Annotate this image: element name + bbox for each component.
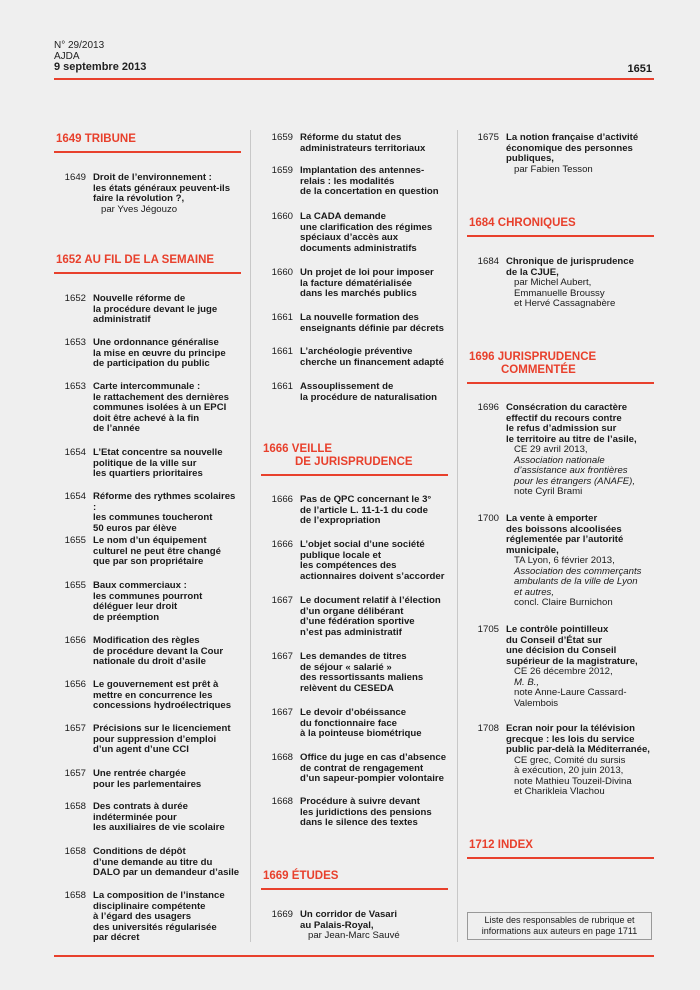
entry-note-line: et Hervé Cassagnabère	[514, 298, 616, 309]
entry-note-line: par Fabien Tesson	[514, 163, 593, 175]
section-title: 1652 AU FIL DE LA SEMAINE	[56, 254, 215, 266]
entry-title-line: de participation du public	[93, 358, 210, 369]
entry-page-number: 1708	[477, 723, 499, 734]
entry-page-number: 1654	[64, 491, 86, 502]
entry-text	[93, 448, 241, 480]
entry-title-line: nationale du droit d’asile	[93, 656, 207, 667]
entry-text	[506, 625, 654, 709]
section-title: 1669 ÉTUDES	[263, 870, 339, 882]
entry-text	[300, 347, 448, 368]
section-title: 1666 VEILLE	[263, 443, 333, 455]
entry-title-line: concessions hydroélectriques	[93, 700, 232, 711]
section-title: 1696 JURISPRUDENCE	[469, 351, 597, 363]
entry-title-line: Réforme du statut des	[300, 132, 402, 143]
info-box	[467, 912, 652, 940]
column-3	[467, 0, 654, 990]
section-au-fil-de-la-semaine	[54, 254, 241, 274]
entry-title-line: politique de la ville sur	[93, 457, 197, 469]
entry-page-number: 1668	[271, 796, 293, 807]
section-tribune	[54, 133, 241, 153]
entry-title-line: Le contrôle pointilleux	[506, 624, 609, 635]
column-2	[261, 0, 448, 990]
entry-page-number: 1661	[271, 346, 293, 357]
entry-text	[300, 268, 448, 300]
entry-title-line: disciplinaire compétente	[93, 900, 206, 912]
entry-title-line: Le devoir d’obéissance	[300, 707, 407, 718]
entry-note-italic-line: et autres,	[514, 586, 554, 598]
entry-note-italic-line: d’assistance aux frontières	[514, 465, 628, 476]
entry-title-line: Nouvelle réforme de	[93, 293, 186, 304]
entry-title-line: les états généraux peuvent-ils	[93, 182, 231, 194]
section-rule	[54, 151, 241, 153]
entry-page-number: 1658	[64, 846, 86, 857]
entry-page-number: 1658	[64, 890, 86, 901]
entry-title-line: Un projet de loi pour imposer	[300, 267, 434, 278]
entry-text	[506, 724, 654, 798]
entry-text	[93, 492, 241, 534]
section-rule	[54, 272, 241, 274]
entry-title-line: L’archéologie préventive	[300, 346, 413, 357]
entry-page-number: 1661	[271, 381, 293, 392]
entry-title-line: publiques,	[506, 153, 554, 164]
entry-title-line: Ecran noir pour la télévision	[506, 723, 636, 734]
entry-note-italic-line: pour les étrangers (ANAFE),	[514, 475, 636, 487]
entry-title-line: relais : les modalités	[300, 175, 395, 187]
entry-title-line: Le document relatif à l’élection	[300, 595, 441, 606]
entry-page-number: 1649	[64, 172, 86, 183]
entry-title-line: cherche un financement adapté	[300, 356, 444, 368]
entry-title-line: d’une fédération sportive	[300, 616, 415, 627]
entry-title-line: actionnaires doivent s’accorder	[300, 570, 445, 582]
entry-title-line: de contrat de rengagement	[300, 762, 424, 774]
section-title: 1684 CHRONIQUES	[469, 217, 576, 229]
entry-title-line: Modification des règles	[93, 635, 200, 646]
entry-title-line: le refus d’admission sur	[506, 423, 617, 434]
page-number: 1651	[627, 63, 652, 75]
entry-title-line: La composition de l’instance	[93, 890, 225, 901]
section-rule	[261, 474, 448, 476]
entry-page-number: 1656	[64, 635, 86, 646]
entry-title-line: municipale,	[506, 544, 559, 556]
entry-text	[93, 802, 241, 834]
entry-title-line: administratif	[93, 314, 151, 325]
entry-text	[506, 514, 654, 609]
entry-title-line: d’une demande au titre du	[93, 856, 213, 868]
entry-title-line: de l’année	[93, 423, 140, 434]
section-veille-de-jurisprudence	[261, 443, 448, 476]
entry-title-line: Un corridor de Vasari	[300, 909, 398, 920]
entry-text	[93, 724, 241, 756]
entry-note-line: Emmanuelle Broussy	[514, 287, 605, 299]
entry-title-line: relèvent du CESEDA	[300, 682, 394, 694]
entry-title-line: n’est pas administratif	[300, 626, 402, 638]
entry-note-line: TA Lyon, 6 février 2013,	[514, 555, 615, 566]
entry-text	[506, 257, 654, 310]
entry-title-line: Le gouvernement est prêt à	[93, 679, 219, 690]
entry-title-line: au Palais-Royal,	[300, 919, 374, 931]
entry-text	[93, 382, 241, 435]
entry-page-number: 1654	[64, 447, 86, 458]
entry-text	[93, 536, 241, 568]
entry-title-line: de préemption	[93, 611, 160, 623]
entry-title-line: La vente à emporter	[506, 513, 598, 524]
entry-title-line: effectif du recours contre	[506, 412, 622, 424]
entry-title-line: enseignants définie par décrets	[300, 322, 444, 334]
entry-title-line: Implantation des antennes-	[300, 165, 425, 176]
section-title-continued: DE JURISPRUDENCE	[295, 456, 413, 468]
entry-text	[93, 338, 241, 370]
entry-title-line: Une rentrée chargée	[93, 768, 186, 779]
entry-title-line: des ressortissants maliens	[300, 672, 424, 683]
entry-page-number: 1669	[271, 909, 293, 920]
column-1	[54, 0, 241, 990]
entry-title-line: supérieur de la magistrature,	[506, 655, 638, 667]
entry-page-number: 1658	[64, 801, 86, 812]
entry-note-line: par Jean-Marc Sauvé	[308, 930, 400, 941]
entry-text	[300, 212, 448, 254]
entry-title-line: public par-delà la Méditerranée,	[506, 744, 650, 755]
entry-title-line: Pas de QPC concernant le 3°	[300, 494, 432, 505]
entry-title-line: une clarification des régimes	[300, 221, 433, 233]
entry-page-number: 1657	[64, 723, 86, 734]
entry-title-line: des universités régularisée	[93, 921, 217, 933]
entry-note-italic-line: ambulants de la ville de Lyon	[514, 576, 638, 587]
entry-text	[300, 596, 448, 638]
entry-title-line: de la concertation en question	[300, 186, 439, 197]
entry-page-number: 1700	[477, 513, 499, 524]
entry-title-line: grecque : les lois du service	[506, 733, 635, 745]
entry-title-line: d’un agent d’une CCI	[93, 744, 189, 755]
column-divider-2	[457, 130, 458, 942]
section-chroniques	[467, 217, 654, 237]
entry-page-number: 1655	[64, 580, 86, 591]
entry-text	[93, 581, 241, 623]
entry-note-line: CE 26 décembre 2012,	[514, 666, 613, 677]
issue-number: N° 29/2013	[54, 40, 105, 51]
info-box-line: Liste des responsables de rubrique et	[484, 915, 635, 925]
entry-text	[300, 166, 448, 198]
entry-title-line: spéciaux d’accès aux	[300, 232, 399, 243]
entry-page-number: 1653	[64, 337, 86, 348]
entry-title-line: L’Etat concentre sa nouvelle	[93, 447, 223, 458]
entry-title-line: réglementée par l’autorité	[506, 534, 624, 545]
entry-text	[300, 708, 448, 740]
entry-title-line: d’un organe délibérant	[300, 605, 404, 617]
entry-page-number: 1657	[64, 768, 86, 779]
entry-title-line: Procédure à suivre devant	[300, 796, 420, 807]
entry-text	[93, 680, 241, 712]
section-title: 1649 TRIBUNE	[56, 133, 136, 145]
entry-title-line: indéterminée pour	[93, 811, 177, 823]
entry-title-line: de l’expropriation	[300, 515, 381, 526]
entry-page-number: 1666	[271, 539, 293, 550]
entry-page-number: 1684	[477, 256, 499, 267]
entry-note-line: Valembois	[514, 697, 559, 709]
entry-title-line: pour suppression d’emploi	[93, 733, 217, 745]
entry-note-line: par Michel Aubert,	[514, 277, 592, 288]
entry-title-line: Consécration du caractère	[506, 402, 628, 413]
entry-title-line: Chronique de jurisprudence	[506, 256, 634, 267]
entry-note-line: note Anne-Laure Cassard-	[514, 687, 627, 698]
entry-text	[300, 495, 448, 527]
entry-note-line: concl. Claire Burnichon	[514, 597, 613, 608]
entry-text	[300, 540, 448, 582]
column-divider-1	[250, 130, 251, 942]
entry-title-line: doit être achevé à la fin	[93, 412, 200, 424]
entry-text	[300, 382, 448, 403]
entry-title-line: les compétences des	[300, 560, 397, 571]
section-index	[467, 839, 654, 859]
entry-page-number: 1652	[64, 293, 86, 304]
entry-title-line: publique locale et	[300, 549, 382, 561]
entry-page-number: 1667	[271, 707, 293, 718]
entry-title-line: La notion française d’activité	[506, 132, 639, 143]
entry-title-line: une décision du Conseil	[506, 645, 617, 656]
entry-note-line: par Yves Jégouzo	[101, 203, 178, 215]
entry-title-line: Des contrats à durée	[93, 801, 188, 812]
entry-note-line: note Cyril Brami	[514, 486, 583, 497]
entry-title-line: du Conseil d’État sur	[506, 634, 602, 646]
entry-title-line: Précisions sur le licenciement	[93, 723, 231, 734]
entry-page-number: 1660	[271, 267, 293, 278]
entry-note-line: note Mathieu Touzeil-Divina	[514, 775, 632, 787]
entry-title-line: pour les parlementaires	[93, 778, 202, 790]
entry-title-line: Les demandes de titres	[300, 651, 407, 662]
entry-title-line: la procédure de naturalisation	[300, 391, 438, 403]
entry-title-line: dans les marchés publics	[300, 288, 417, 299]
section-title: 1712 INDEX	[469, 839, 533, 851]
entry-title-line: des boissons alcoolisées	[506, 523, 622, 535]
section-jurisprudence-commentee	[467, 351, 654, 384]
entry-note-italic-line: M. B.,	[514, 676, 540, 688]
entry-title-line: faire la révolution ?,	[93, 193, 185, 204]
entry-title-line: Carte intercommunale :	[93, 381, 201, 392]
entry-text	[300, 753, 448, 785]
entry-text	[506, 133, 654, 175]
entry-note-line: CE 29 avril 2013,	[514, 444, 588, 455]
entry-title-line: déléguer leur droit	[93, 601, 178, 612]
entry-page-number: 1668	[271, 752, 293, 763]
issue-date: 9 septembre 2013	[54, 61, 147, 73]
section-rule	[467, 857, 654, 859]
entry-title-line: La nouvelle formation des	[300, 312, 419, 323]
entry-title-line: mettre en concurrence les	[93, 689, 213, 701]
section-rule	[261, 888, 448, 890]
entry-title-line: La CADA demande	[300, 211, 387, 222]
section-rule	[467, 382, 654, 384]
entry-note-italic-line: Association des commerçants	[514, 565, 642, 577]
entry-text	[300, 652, 448, 694]
entry-title-line: de l’article L. 11-1-1 du code	[300, 504, 428, 516]
entry-title-line: économique des personnes	[506, 142, 633, 154]
entry-page-number: 1660	[271, 211, 293, 222]
entry-note-line: CE grec, Comité du sursis	[514, 754, 626, 766]
entry-title-line: de la CJUE,	[506, 266, 559, 278]
entry-text	[300, 910, 448, 942]
entry-title-line: documents administratifs	[300, 242, 417, 254]
entry-title-line: Droit de l’environnement :	[93, 172, 212, 183]
entry-title-line: les quartiers prioritaires	[93, 468, 203, 479]
entry-title-line: Office du juge en cas d’absence	[300, 752, 447, 763]
entry-note-line: et Charikleia Vlachou	[514, 786, 605, 797]
entry-title-line: Assouplissement de	[300, 381, 394, 392]
entry-title-line: dans le silence des textes	[300, 817, 418, 828]
entry-page-number: 1653	[64, 381, 86, 392]
entry-text	[300, 313, 448, 334]
entry-title-line: 50 euros par élève	[93, 522, 177, 534]
entry-title-line: les communes pourront	[93, 590, 203, 602]
entry-title-line: à la pointeuse biométrique	[300, 728, 422, 739]
entry-title-line: de séjour « salarié »	[300, 661, 392, 673]
entry-text	[300, 133, 448, 154]
entry-title-line: la procédure devant le juge	[93, 303, 218, 315]
entry-title-line: administrateurs territoriaux	[300, 142, 426, 154]
entry-text	[93, 294, 241, 326]
entry-text	[93, 769, 241, 790]
entry-title-line: la mise en œuvre du principe	[93, 347, 226, 359]
entry-page-number: 1696	[477, 402, 499, 413]
entry-page-number: 1661	[271, 312, 293, 323]
entry-text	[93, 891, 241, 944]
entry-page-number: 1667	[271, 651, 293, 662]
entry-title-line: de procédure devant la Cour	[93, 645, 224, 657]
entry-title-line: Une ordonnance généralise	[93, 337, 219, 348]
entry-title-line: Baux commerciaux :	[93, 580, 187, 591]
entry-title-line: le territoire au titre de l’asile,	[506, 433, 637, 445]
entry-title-line: DALO par un demandeur d’asile	[93, 867, 240, 878]
entry-title-line: d’un sapeur-pompier volontaire	[300, 773, 444, 784]
entry-title-line: la facture dématérialisée	[300, 277, 412, 289]
entry-note-line: à exécution, 20 juin 2013,	[514, 765, 624, 776]
entry-page-number: 1705	[477, 624, 499, 635]
entry-page-number: 1675	[477, 132, 499, 143]
section-etudes	[261, 870, 448, 890]
entry-title-line: du fonctionnaire face	[300, 717, 398, 729]
entry-title-line: par décret	[93, 932, 140, 943]
entry-page-number: 1656	[64, 679, 86, 690]
journal-name: AJDA	[54, 51, 80, 62]
section-title-continued: COMMENTÉE	[501, 364, 576, 376]
entry-page-number: 1655	[64, 535, 86, 546]
entry-page-number: 1659	[271, 165, 293, 176]
entry-text	[93, 636, 241, 668]
entry-text	[300, 797, 448, 829]
section-rule	[467, 235, 654, 237]
entry-title-line: les communes toucheront	[93, 512, 213, 523]
entry-page-number: 1666	[271, 494, 293, 505]
entry-title-line: les juridictions des pensions	[300, 806, 432, 818]
entry-text	[93, 173, 241, 215]
entry-note-italic-line: Association nationale	[514, 454, 605, 466]
entry-title-line: Conditions de dépôt	[93, 846, 186, 857]
entry-title-line: L’objet social d’une société	[300, 539, 425, 550]
entry-title-line: le rattachement des dernières	[93, 391, 229, 403]
entry-title-line: culturel ne peut être changé	[93, 545, 221, 557]
entry-title-line: les auxiliaires de vie scolaire	[93, 822, 225, 833]
entry-text	[506, 403, 654, 498]
entry-title-line: que par son propriétaire	[93, 556, 204, 567]
entry-title-line: communes isolées à un EPCI	[93, 402, 227, 413]
entry-text	[93, 847, 241, 879]
entry-title-line: à l’égard des usagers	[93, 911, 192, 922]
entry-page-number: 1659	[271, 132, 293, 143]
entry-title-line: Réforme des rythmes scolaires :	[93, 491, 236, 513]
info-box-line: informations aux auteurs en page 1711	[481, 926, 638, 936]
entry-page-number: 1667	[271, 595, 293, 606]
entry-title-line: Le nom d’un équipement	[93, 535, 207, 546]
